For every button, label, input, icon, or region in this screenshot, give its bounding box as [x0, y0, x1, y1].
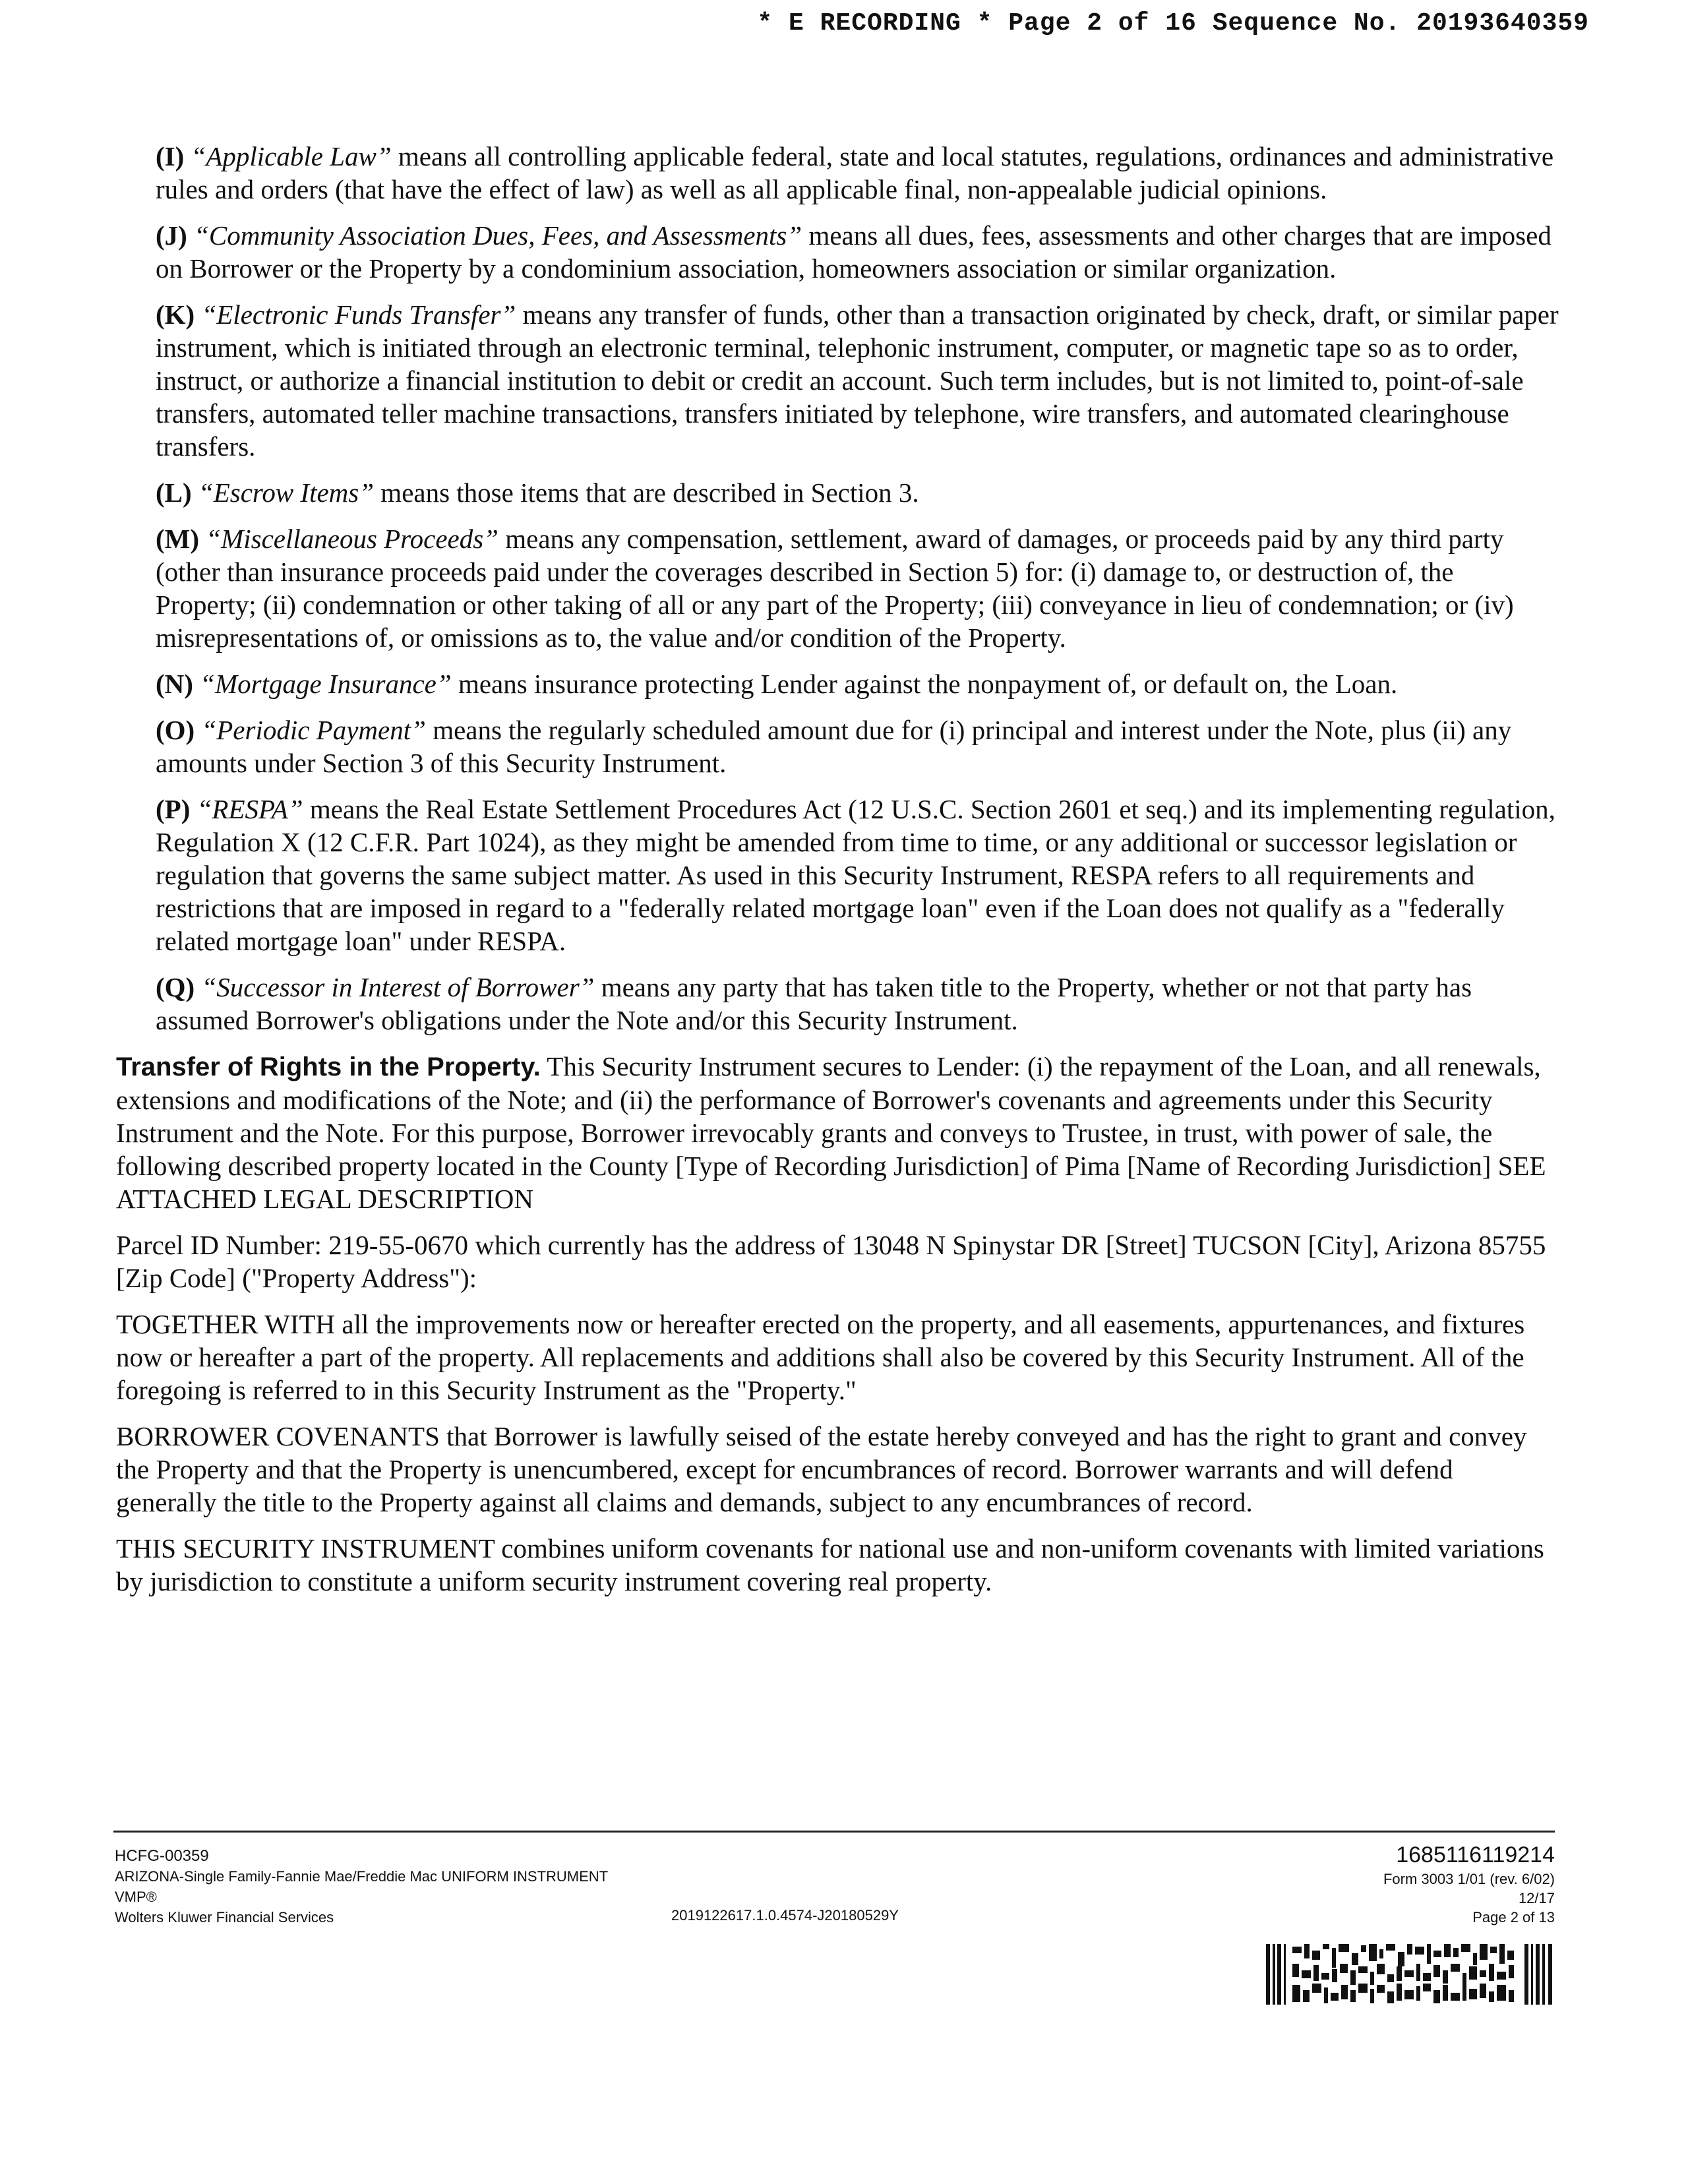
transfer-of-rights-paragraph: Transfer of Rights in the Property. This Security Instrument secures to Lender: (i) the repayment of the Loan, and all renewals, extensions and modifications of the Note; and (ii) the performance of Borrower's covenants and agreements under this Security Instrument and the Note. For this purpose, Borrower irrevocably grants and conveys to Trustee, in trust, with power of sale, the following described property located in the County [Type of Recording Jurisdiction] of Pima [Name of Recording Jurisdiction] SEE ATTACHED LEGAL DESCRIPTION: [116, 1051, 1546, 1214]
footer-vmp: VMP®: [115, 1889, 157, 1905]
definition-respa: (P) “RESPA” means the Real Estate Settlement Procedures Act (12 U.S.C. Section 2601 et seq.) and its implementing regulation, Regulation X (12 C.F.R. Part 1024), as they might be amended from time to time, or any additional or successor legislation or regulation that governs the same subject matter. As used in this Security Instrument, RESPA refers to all requirements and restrictions that are imposed in regard to a "federally related mortgage loan" even if the Loan does not qualify as a "federally related mortgage loan" under RESPA.: [156, 794, 1555, 956]
definition-periodic-payment: (O) “Periodic Payment” means the regularly scheduled amount due for (i) principal and interest under the Note, plus (ii) any amounts under Section 3 of this Security Instrument.: [156, 715, 1512, 778]
document-body: [116, 140, 1560, 1611]
together-with-paragraph: TOGETHER WITH all the improvements now or hereafter erected on the property, and all easements, appurtenances, and fixtures now or hereafter a part of the property. All replacements and additions shall also be covered by this Security Instrument. All of the foregoing is referred to in this Security Instrument as the "Property.": [116, 1309, 1525, 1405]
parcel-paragraph: Parcel ID Number: 219-55-0670 which currently has the address of 13048 N Spinystar DR [Street] TUCSON [City], Arizona 85755 [Zip Code] ("Property Address"):: [116, 1230, 1546, 1293]
borrower-covenants-paragraph: BORROWER COVENANTS that Borrower is lawfully seised of the estate hereby conveyed and has the right to grant and convey the Property and that the Property is unencumbered, except for encumbrances of record. Borrower warrants and will defend generally the title to the Property against all claims and demands, subject to any encumbrances of record.: [116, 1421, 1527, 1517]
security-instrument-paragraph: THIS SECURITY INSTRUMENT combines uniform covenants for national use and non-uniform covenants with limited variations by jurisdiction to constitute a uniform security instrument covering real property.: [116, 1533, 1544, 1596]
footer-form-number: Form 3003 1/01 (rev. 6/02): [1383, 1871, 1555, 1887]
definition-applicable-law: (I) “Applicable Law” means all controlling applicable federal, state and local statutes, regulations, ordinances and administrative rules and orders (that have the effect of law) as well as all applicable final, non-appealable judicial opinions.: [156, 141, 1554, 204]
transfer-of-rights-heading: Transfer of Rights in the Property.: [116, 1052, 541, 1081]
footer-form-line: ARIZONA-Single Family-Fannie Mae/Freddie Mac UNIFORM INSTRUMENT: [115, 1868, 609, 1885]
footer-right: [1383, 1840, 1555, 1927]
definition-miscellaneous-proceeds: (M) “Miscellaneous Proceeds” means any compensation, settlement, award of damages, or proceeds paid by any third party (other than insurance proceeds paid under the coverages described in Section 5) for: (i) damage to, or destruction of, the Property; (ii) condemnation or other taking of all or any part of the Property; (iii) conveyance in lieu of condemnation; or (iv) misrepresentations of, or omissions as to, the value and/or condition of the Property.: [156, 524, 1514, 653]
footer-left: [115, 1846, 608, 1927]
footer-code: HCFG-00359: [115, 1847, 209, 1865]
footer-doc-id: 2019122617.1.0.4574-J20180529Y: [671, 1907, 899, 1924]
barcode-image: [1266, 1944, 1553, 2005]
definition-electronic-funds-transfer: (K) “Electronic Funds Transfer” means any transfer of funds, other than a transaction originated by check, draft, or similar paper instrument, which is initiated through an electronic terminal, telephonic instrument, computer, or magnetic tape so as to order, instruct, or authorize a financial institution to debit or credit an account. Such term includes, but is not limited to, point-of-sale transfers, automated teller machine transactions, transfers initiated by telephone, wire transfers, and automated clearinghouse transfers.: [156, 299, 1559, 462]
footer-rev: 12/17: [1518, 1890, 1555, 1906]
footer-company: Wolters Kluwer Financial Services: [115, 1909, 334, 1926]
definition-successor-in-interest: (Q) “Successor in Interest of Borrower” means any party that has taken title to the Property, whether or not that party has assumed Borrower's obligations under the Note and/or this Security Instrument.: [156, 972, 1472, 1035]
definition-mortgage-insurance: (N) “Mortgage Insurance” means insurance protecting Lender against the nonpayment of, or default on, the Loan.: [156, 669, 1398, 699]
definition-community-association-dues: (J) “Community Association Dues, Fees, and Assessments” means all dues, fees, assessments and other charges that are imposed on Borrower or the Property by a condominium association, homeowners association or similar organization.: [156, 220, 1552, 284]
footer-loan-number: 1685116119214: [1396, 1842, 1555, 1867]
definition-escrow-items: (L) “Escrow Items” means those items that are described in Section 3.: [156, 477, 919, 508]
page-footer: [113, 1831, 1555, 1926]
footer-page: Page 2 of 13: [1472, 1909, 1555, 1926]
recording-stamp: * E RECORDING * Page 2 of 16 Sequence No. 20193640359: [757, 9, 1589, 38]
